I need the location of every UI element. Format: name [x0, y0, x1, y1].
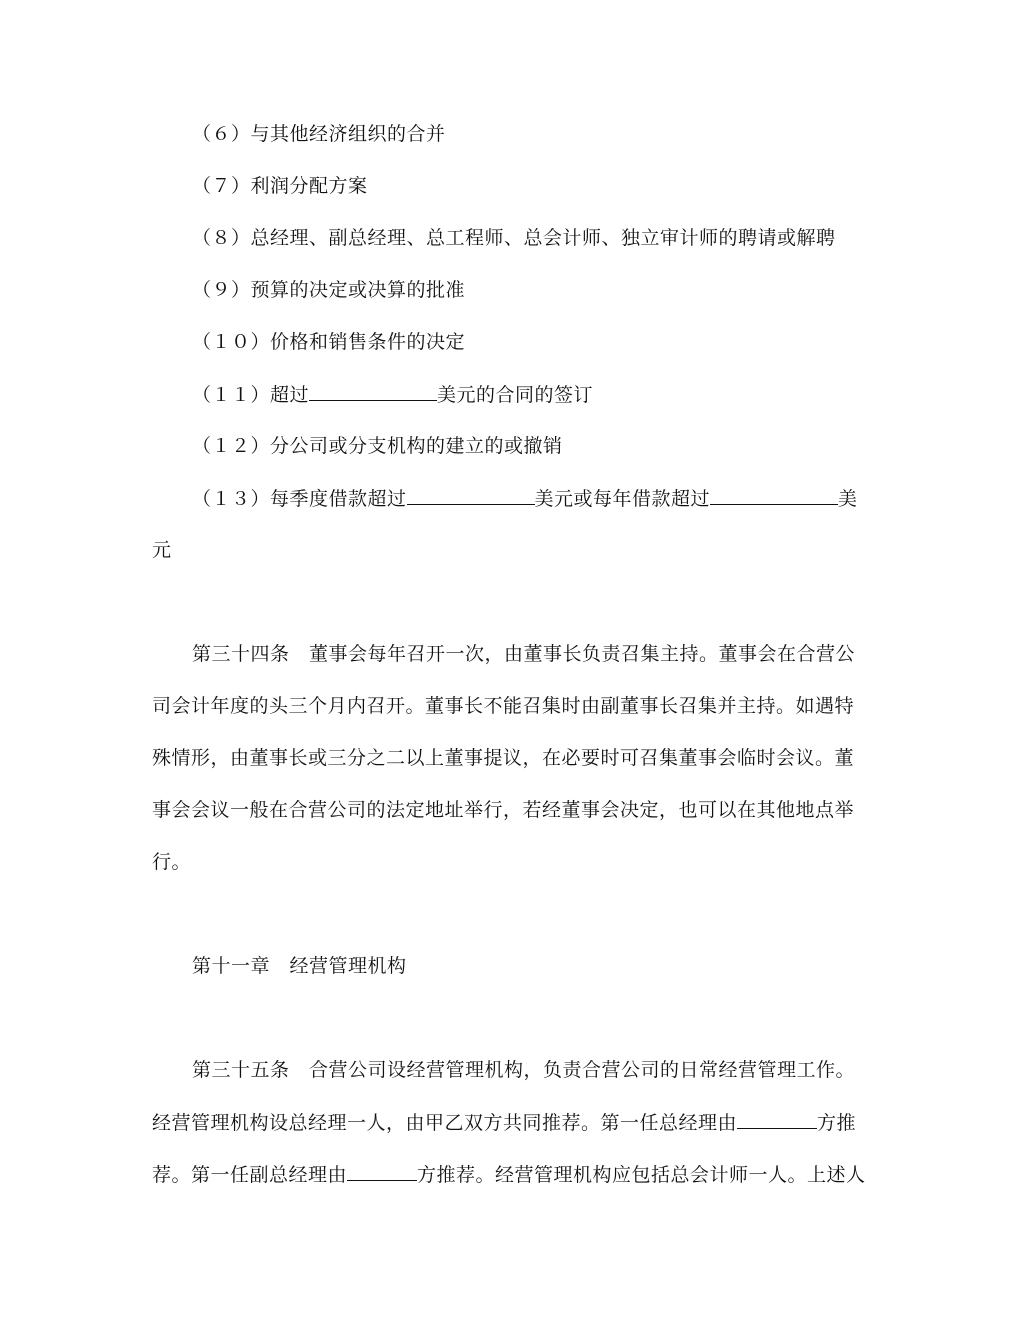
list-item-11 — [192, 382, 593, 407]
item-text: 预算的决定或决算的批准 — [250, 279, 466, 301]
item-number: （６） — [192, 123, 251, 145]
item-number: （１１） — [192, 384, 271, 406]
item-text: 与其他经济组织的合并 — [250, 123, 446, 145]
list-item-13-wrap: 元 — [152, 539, 172, 561]
article-34-line-4: 事会会议一般在合营公司的法定地址举行，若经董事会决定，也可以在其他地点举 — [152, 799, 855, 821]
item-text-mid: 美元或每年借款超过 — [534, 488, 711, 510]
article-35-line-1: 第三十五条 合营公司设经营管理机构，负责合营公司的日常经营管理工作。 — [192, 1059, 856, 1081]
article-35-line-2-post: 方推 — [817, 1112, 857, 1134]
fill-in-blank — [309, 382, 437, 401]
list-item-12 — [192, 434, 563, 458]
article-34-line-1: 第三十四条 董事会每年召开一次，由董事长负责召集主持。董事会在合营公 — [192, 643, 856, 665]
fill-in-blank — [407, 486, 535, 505]
list-item-7 — [192, 174, 368, 198]
item-text: 分公司或分支机构的建立的或撤销 — [270, 435, 563, 457]
item-number: （９） — [192, 279, 251, 301]
item-text-pre: 超过 — [270, 384, 310, 406]
article-35-line-2 — [152, 1110, 856, 1135]
article-35-line-2-pre: 经营管理机构设总经理一人，由甲乙双方共同推荐。第一任总经理由 — [152, 1112, 738, 1134]
fill-in-blank — [347, 1162, 417, 1181]
item-number: （１３） — [192, 488, 271, 510]
item-number: （１０） — [192, 331, 271, 353]
item-text: 利润分配方案 — [250, 175, 368, 197]
item-text: 总经理、副总经理、总工程师、总会计师、独立审计师的聘请或解聘 — [250, 227, 836, 249]
list-item-6 — [192, 122, 446, 146]
article-35-line-3 — [152, 1162, 866, 1187]
fill-in-blank — [710, 486, 838, 505]
item-text: 价格和销售条件的决定 — [270, 331, 466, 353]
item-text-post: 美 — [838, 488, 858, 510]
list-item-13 — [192, 486, 858, 511]
list-item-9 — [192, 278, 465, 302]
item-text-pre: 每季度借款超过 — [270, 488, 407, 510]
fill-in-blank — [737, 1110, 817, 1129]
item-text-post: 美元的合同的签订 — [437, 384, 594, 406]
article-35-line-3-pre: 荐。第一任副总经理由 — [152, 1164, 348, 1186]
article-34-line-2: 司会计年度的头三个月内召开。董事长不能召集时由副董事长召集并主持。如遇特 — [152, 695, 855, 717]
item-number: （８） — [192, 227, 251, 249]
article-35-line-3-post: 方推荐。经营管理机构应包括总会计师一人。上述人 — [417, 1164, 866, 1186]
chapter-heading: 第十一章 经营管理机构 — [192, 955, 407, 977]
item-number: （７） — [192, 175, 251, 197]
list-item-10 — [192, 330, 465, 354]
list-item-8 — [192, 226, 836, 250]
article-34-line-3: 殊情形，由董事长或三分之二以上董事提议，在必要时可召集董事会临时会议。董 — [152, 747, 855, 769]
item-number: （１２） — [192, 435, 271, 457]
article-34-line-5: 行。 — [152, 851, 192, 873]
